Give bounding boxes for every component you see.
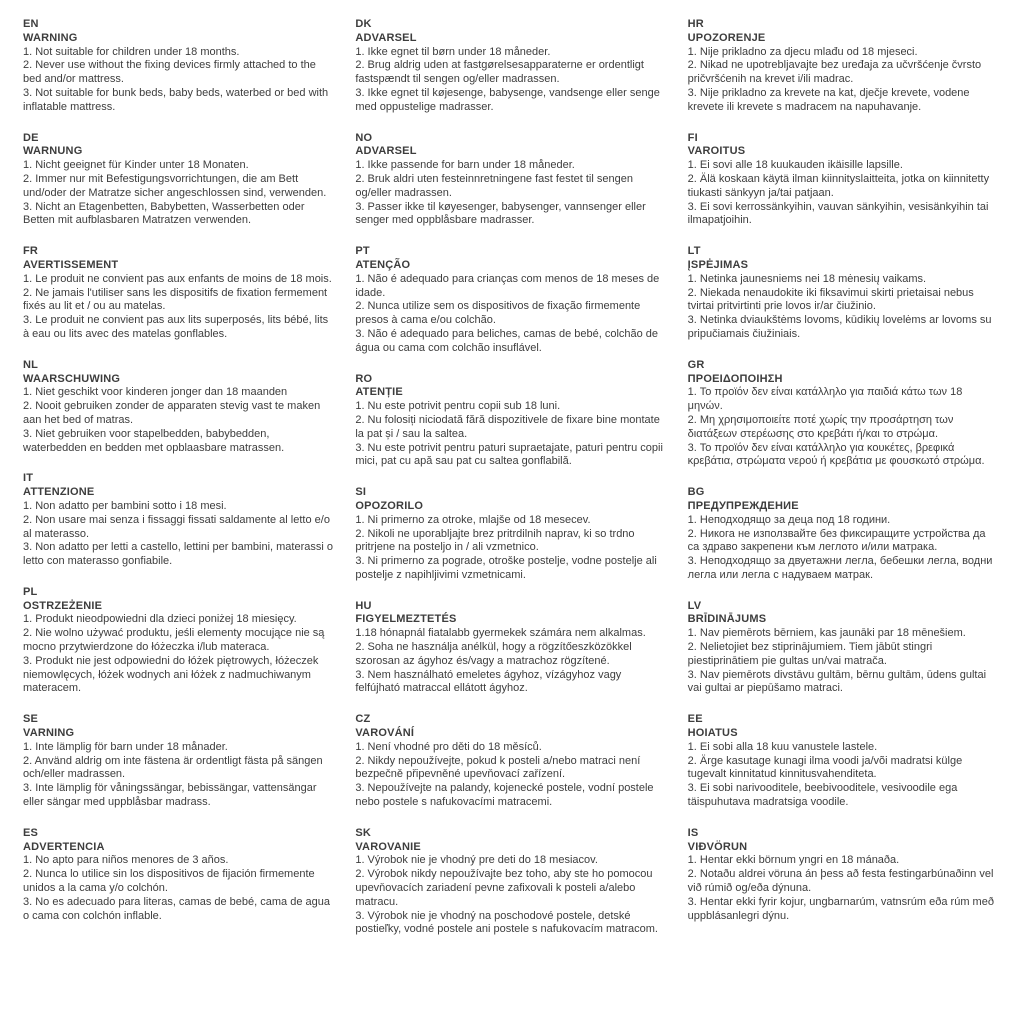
- warning-item-2: 2. Ärge kasutage kunagi ilma voodi ja/või madratsi külge tugevalt kinnitatud kinnitusvahenditeta.: [687, 754, 963, 781]
- warning-item-3: 3. Výrobok nie je vhodný na poschodové postele, detské postieľky, vodné postele ani postele s nafukovacím matracom.: [355, 909, 658, 936]
- warning-heading: BRĪDINĀJUMS: [687, 613, 767, 626]
- language-section-hu: [355, 600, 667, 697]
- warning-column-3: [688, 18, 1000, 937]
- language-code: ES: [23, 826, 39, 839]
- language-code: SK: [355, 826, 372, 839]
- warning-column-1: [23, 18, 335, 937]
- language-code: IT: [23, 472, 34, 485]
- warning-heading: HOIATUS: [687, 727, 738, 740]
- warning-item-1: 1. Hentar ekki börnum yngri en 18 mánaða.: [687, 854, 900, 867]
- warning-heading: ATENÇÃO: [355, 258, 411, 271]
- language-section-fi: [688, 132, 1000, 229]
- warning-item-2: 2. Ne jamais l'utiliser sans les dispositifs de fixation fermement fixés au lit et / ou au matelas.: [23, 286, 328, 313]
- warning-item-3: 3. Niet gebruiken voor stapelbedden, babybedden, waterbedden en bedden met opblaasbare matrassen.: [23, 427, 285, 454]
- language-section-ee: [688, 713, 1000, 810]
- warning-item-2: 2. Immer nur mit Befestigungsvorrichtungen, die am Bett und/oder der Matratze sicher angeschlossen sind, verwenden.: [23, 172, 327, 199]
- warning-item-2: 2. Notaðu aldrei vöruna án þess að festa festingarbúnaðinn vel við rúmið og/eða dýnuna.: [687, 868, 994, 895]
- warning-item-1: 1. Ikke passende for barn under 18 måneder.: [355, 159, 575, 172]
- warning-heading: ADVARSEL: [355, 145, 417, 158]
- warning-item-2: 2. Niekada nenaudokite iki fiksavimui skirti prietaisai nebus tvirtai pritvirtinti prie lovos ir/ar čiužinio.: [687, 286, 974, 313]
- language-section-nl: [23, 359, 335, 456]
- warning-item-2: 2. Nikoli ne uporabljajte brez pritrdilnih naprav, ki so trdno pritrjene na posteljo in / ali vzmetnico.: [355, 527, 635, 554]
- warning-heading: FIGYELMEZTETÉS: [355, 613, 457, 626]
- warning-item-3: 3. No es adecuado para literas, camas de bebé, cama de agua o cama con colchón inflable.: [23, 895, 330, 922]
- warning-item-3: 3. Ni primerno za pograde, otroške postelje, vodne postelje ali postelje z napihljivimi vzmetnicami.: [355, 555, 657, 581]
- warning-heading: ΠΡΟΕΙΔΟΠΟΙΗΣΗ: [687, 372, 783, 385]
- warning-item-3: 3. Le produit ne convient pas aux lits superposés, lits bébé, lits à eau ou lits avec des matelas gonflables.: [23, 314, 329, 340]
- warning-item-2: 2. Nooit gebruiken zonder de apparaten stevig vast te maken aan het bed of matras.: [23, 400, 321, 426]
- warning-heading: VAROVÁNÍ: [355, 727, 415, 740]
- language-section-lv: [688, 600, 1000, 697]
- language-code: IS: [687, 826, 699, 839]
- warning-heading: ADVERTENCIA: [23, 840, 105, 853]
- language-code: NL: [23, 358, 39, 371]
- warning-item-2: 2. Nunca lo utilice sin los dispositivos de fijación firmemente unidos a la cama y/o colchón.: [23, 868, 315, 895]
- language-code: BG: [687, 486, 705, 499]
- warning-item-1: 1. Nu este potrivit pentru copii sub 18 luni.: [355, 400, 561, 413]
- warning-heading: AVERTISSEMENT: [23, 258, 119, 271]
- warning-item-3: 3. Ei sobi narivooditele, beebivooditele, vesivoodile ega täispuhutava madratsiga voodile.: [687, 782, 958, 809]
- language-section-hr: [688, 18, 1000, 115]
- language-code: GR: [687, 358, 705, 371]
- language-section-en: [23, 18, 335, 115]
- warning-item-1: 1. Nicht geeignet für Kinder unter 18 Monaten.: [23, 159, 249, 172]
- language-code: EE: [687, 713, 703, 726]
- language-code: LT: [687, 245, 701, 258]
- language-code: FR: [23, 245, 39, 258]
- language-section-si: [355, 486, 667, 583]
- warning-item-2: 2. Non usare mai senza i fissaggi fissati saldamente al letto e/o al materasso.: [23, 513, 330, 540]
- warning-item-3: 3. Ikke egnet til køjesenge, babysenge, vandsenge eller senge med oppustelige madrasser.: [355, 86, 660, 113]
- warning-item-3: 3. Not suitable for bunk beds, baby beds, waterbed or bed with inflatable mattress.: [23, 86, 329, 113]
- warning-item-2: 2. Nelietojiet bez stiprinājumiem. Tiem jābūt stingri piestiprinātiem pie gultas un/vai matrača.: [687, 641, 933, 667]
- warning-item-2: 2. Älä koskaan käytä ilman kiinnityslaitteita, jotka on kiinnitetty tiukasti sänkyyn ja/tai patjaan.: [687, 172, 990, 199]
- warning-item-3: 3. Nu este potrivit pentru paturi supraetajate, paturi pentru copii mici, pat cu apă sau pat cu saltea gonflabilă.: [355, 441, 663, 468]
- language-code: EN: [23, 18, 39, 30]
- warning-item-3: 3. Inte lämplig för våningssängar, bebissängar, vattensängar eller sängar med uppblåsbar madrass.: [23, 782, 317, 809]
- warning-heading: VAROVANIE: [355, 840, 421, 853]
- warning-item-1: 1. Ei sovi alle 18 kuukauden ikäisille lapsille.: [687, 159, 903, 172]
- warning-item-2: 2. Nu folosiți niciodată fără dispozitivele de fixare bine montate la pat și / sau la saltea.: [355, 413, 660, 440]
- warning-item-1: 1. Výrobok nie je vhodný pre deti do 18 mesiacov.: [355, 854, 598, 867]
- warning-item-1: 1. Ikke egnet til børn under 18 måneder.: [355, 45, 551, 58]
- warning-item-1: 1. Inte lämplig för barn under 18 månader.: [23, 740, 228, 753]
- warning-item-2: 2. Never use without the fixing devices firmly attached to the bed and/or mattress.: [23, 59, 316, 86]
- warning-item-3: 3. Nem használható emeletes ágyhoz, vízágyhoz vagy felfújható matraccal ellátott ágyhoz.: [355, 668, 622, 695]
- warning-item-1: 1. Nav piemērots bērniem, kas jaunāki par 18 mēnešiem.: [687, 627, 966, 640]
- language-section-lt: [688, 245, 1000, 342]
- language-code: PT: [355, 245, 370, 258]
- warning-item-1: 1. Το προϊόν δεν είναι κατάλληλο για παιδιά κάτω των 18 μηνών.: [687, 386, 963, 413]
- language-code: LV: [687, 599, 702, 612]
- warning-heading: VIÐVÖRUN: [687, 840, 748, 853]
- warning-item-1: 1. Le produit ne convient pas aux enfants de moins de 18 mois.: [23, 272, 332, 285]
- language-section-pl: [23, 586, 335, 696]
- warning-heading: VAROITUS: [687, 145, 746, 158]
- language-code: NO: [355, 131, 373, 144]
- warning-item-3: 3. Ei sovi kerrossänkyihin, vauvan sänkyihin, vesisänkyihin tai ilmapatjoihin.: [687, 200, 989, 227]
- warning-item-1: 1. Nije prikladno za djecu mlađu od 18 mjeseci.: [687, 45, 918, 58]
- warning-item-3: 3. Hentar ekki fyrir kojur, ungbarnarúm, vatnsrúm eða rúm með uppblásanlegri dýnu.: [687, 895, 994, 922]
- language-code: HU: [355, 599, 372, 612]
- warning-heading: ПРЕДУПРЕЖДЕНИЕ: [687, 499, 799, 512]
- warning-column-2: [355, 18, 667, 937]
- warning-item-3: 3. Nepoužívejte na palandy, kojenecké postele, vodní postele nebo postele s nafukovacími matracemi.: [355, 782, 654, 809]
- warning-item-3: 3. Неподходящо за двуетажни легла, бебешки легла, водни легла или легла с надуваем матрак.: [687, 555, 993, 581]
- language-section-se: [23, 713, 335, 810]
- warning-item-2: 2. Nunca utilize sem os dispositivos de fixação firmemente presos à cama e/ou colchão.: [355, 300, 641, 327]
- warning-item-1: 1. Niet geschikt voor kinderen jonger dan 18 maanden: [23, 386, 288, 399]
- language-section-ro: [355, 373, 667, 470]
- warning-heading: VARNING: [23, 727, 75, 740]
- warning-item-3: 3. Το προϊόν δεν είναι κατάλληλο για κουκέτες, βρεφικά κρεβάτια, στρώματα νερού ή κρεβάτια με φουσκωτό στρώμα.: [687, 441, 985, 468]
- warning-item-2: 2. Bruk aldri uten festeinnretningene fast festet til sengen og/eller madrassen.: [355, 172, 633, 199]
- warning-item-3: 3. Nav piemērots divstāvu gultām, bērnu gultām, ūdens gultai vai gultai ar piepūšamo matraci.: [687, 668, 987, 695]
- warning-heading: OSTRZEŻENIE: [23, 599, 103, 612]
- language-code: SE: [23, 713, 39, 726]
- warning-heading: ATENȚIE: [355, 386, 403, 399]
- warning-item-3: 3. Produkt nie jest odpowiedni do łóżek piętrowych, łóżeczek niemowlęcych, łóżek wodnych ani łóżek z nadmuchiwanym materacem.: [23, 654, 319, 695]
- language-code: PL: [23, 585, 38, 598]
- language-section-gr: [688, 359, 1000, 469]
- warning-item-2: 2. Μη χρησιμοποιείτε ποτέ χωρίς την προσάρτηση των διατάξεων στερέωσης στο κρεβάτι ή/και το στρώμα.: [687, 413, 954, 440]
- warning-item-1: 1. Not suitable for children under 18 months.: [23, 45, 240, 58]
- warning-heading: WAARSCHUWING: [23, 372, 121, 385]
- language-section-sk: [355, 827, 667, 937]
- warning-heading: OPOZORILO: [355, 499, 424, 512]
- warning-item-3: 3. Non adatto per letti a castello, lettini per bambini, materassi o letto con materasso gonfiabile.: [23, 541, 333, 568]
- warning-heading: UPOZORENJE: [687, 31, 766, 44]
- language-section-pt: [355, 245, 667, 355]
- warning-heading: WARNUNG: [23, 145, 83, 158]
- warning-item-2: 2. Никога не използвайте без фиксиращите устройства да са здраво закрепени към леглото и/или матрака.: [687, 527, 986, 554]
- warning-item-2: 2. Soha ne használja anélkül, hogy a rögzítőeszközökkel szorosan az ágyhoz és/vagy a matrachoz rögzítené.: [355, 641, 632, 667]
- language-code: SI: [355, 486, 367, 499]
- language-section-de: [23, 132, 335, 229]
- language-section-fr: [23, 245, 335, 342]
- warning-heading: ĮSPĖJIMAS: [687, 258, 749, 271]
- warning-item-2: 2. Nie wolno używać produktu, jeśli elementy mocujące nie są mocno przytwierdzone do łóżeczka i/lub materaca.: [23, 627, 325, 654]
- language-section-dk: [355, 18, 667, 115]
- language-code: FI: [687, 131, 698, 144]
- language-section-is: [688, 827, 1000, 924]
- language-code: DK: [355, 18, 372, 30]
- language-code: CZ: [355, 713, 371, 726]
- warning-heading: ADVARSEL: [355, 31, 417, 44]
- language-code: DE: [23, 131, 39, 144]
- warning-item-1: 1. No apto para niños menores de 3 años.: [23, 854, 229, 867]
- language-section-bg: [688, 486, 1000, 583]
- language-section-cz: [355, 713, 667, 810]
- language-code: RO: [355, 372, 373, 385]
- warning-heading: WARNING: [23, 31, 78, 44]
- warning-item-2: 2. Brug aldrig uden at fastgørelsesapparaterne er ordentligt fastspændt til sengen og/eller madrassen.: [355, 59, 644, 86]
- warning-item-1: 1. Ni primerno za otroke, mlajše od 18 mesecev.: [355, 513, 591, 526]
- warning-item-1: 1. Non adatto per bambini sotto i 18 mesi.: [23, 499, 227, 512]
- warning-item-3: 3. Netinka dviaukštėms lovoms, kūdikių lovelėms ar lovoms su pripučiamais čiužiniais.: [687, 314, 992, 340]
- warning-item-1: 1. Netinka jaunesniems nei 18 mėnesių vaikams.: [687, 272, 927, 285]
- warning-item-1: 1. Produkt nieodpowiedni dla dzieci poniżej 18 miesięcy.: [23, 613, 297, 626]
- warning-item-3: 3. Passer ikke til køyesenger, babysenger, vannsenger eller senger med oppblåsbare madrasser.: [355, 200, 646, 227]
- warning-item-2: 2. Nikad ne upotrebljavajte bez uređaja za učvršćenje čvrsto pričvršćenih na krevet i/ili madrac.: [687, 59, 982, 86]
- warning-item-2: 2. Använd aldrig om inte fästena är ordentligt fästa på sängen och/eller madrassen.: [23, 754, 323, 781]
- warning-item-1: 1. Ei sobi alla 18 kuu vanustele lastele.: [687, 740, 878, 753]
- warning-item-3: 3. Nicht an Etagenbetten, Babybetten, Wasserbetten oder Betten mit aufblasbaren Matratzen verwenden.: [23, 200, 305, 227]
- warning-item-1: 1. Não é adequado para crianças com menos de 18 meses de idade.: [355, 272, 660, 299]
- warning-item-3: 3. Não é adequado para beliches, camas de bebé, colchão de água ou cama com colchão insuflável.: [355, 327, 659, 354]
- language-section-es: [23, 827, 335, 924]
- language-section-it: [23, 472, 335, 569]
- warning-item-1: 1. Není vhodné pro děti do 18 měsíců.: [355, 740, 542, 753]
- warning-item-2: 2. Nikdy nepoužívejte, pokud k posteli a/nebo matraci není bezpečně připevněné upevňovací zařízení.: [355, 754, 641, 781]
- warning-heading: ATTENZIONE: [23, 486, 95, 499]
- language-section-no: [355, 132, 667, 229]
- warning-item-1: 1.18 hónapnál fiatalabb gyermekek számára nem alkalmas.: [355, 627, 646, 640]
- warning-item-1: 1. Неподходящо за деца под 18 години.: [687, 513, 891, 526]
- warning-item-3: 3. Nije prikladno za krevete na kat, dječje krevete, vodene krevete ili krevete s madracem na napuhavanje.: [687, 86, 970, 113]
- language-code: HR: [687, 18, 704, 30]
- warning-item-2: 2. Výrobok nikdy nepoužívajte bez toho, aby ste ho pomocou upevňovacích zariadení pevne zafixovali k posteli a/alebo matracu.: [355, 868, 653, 908]
